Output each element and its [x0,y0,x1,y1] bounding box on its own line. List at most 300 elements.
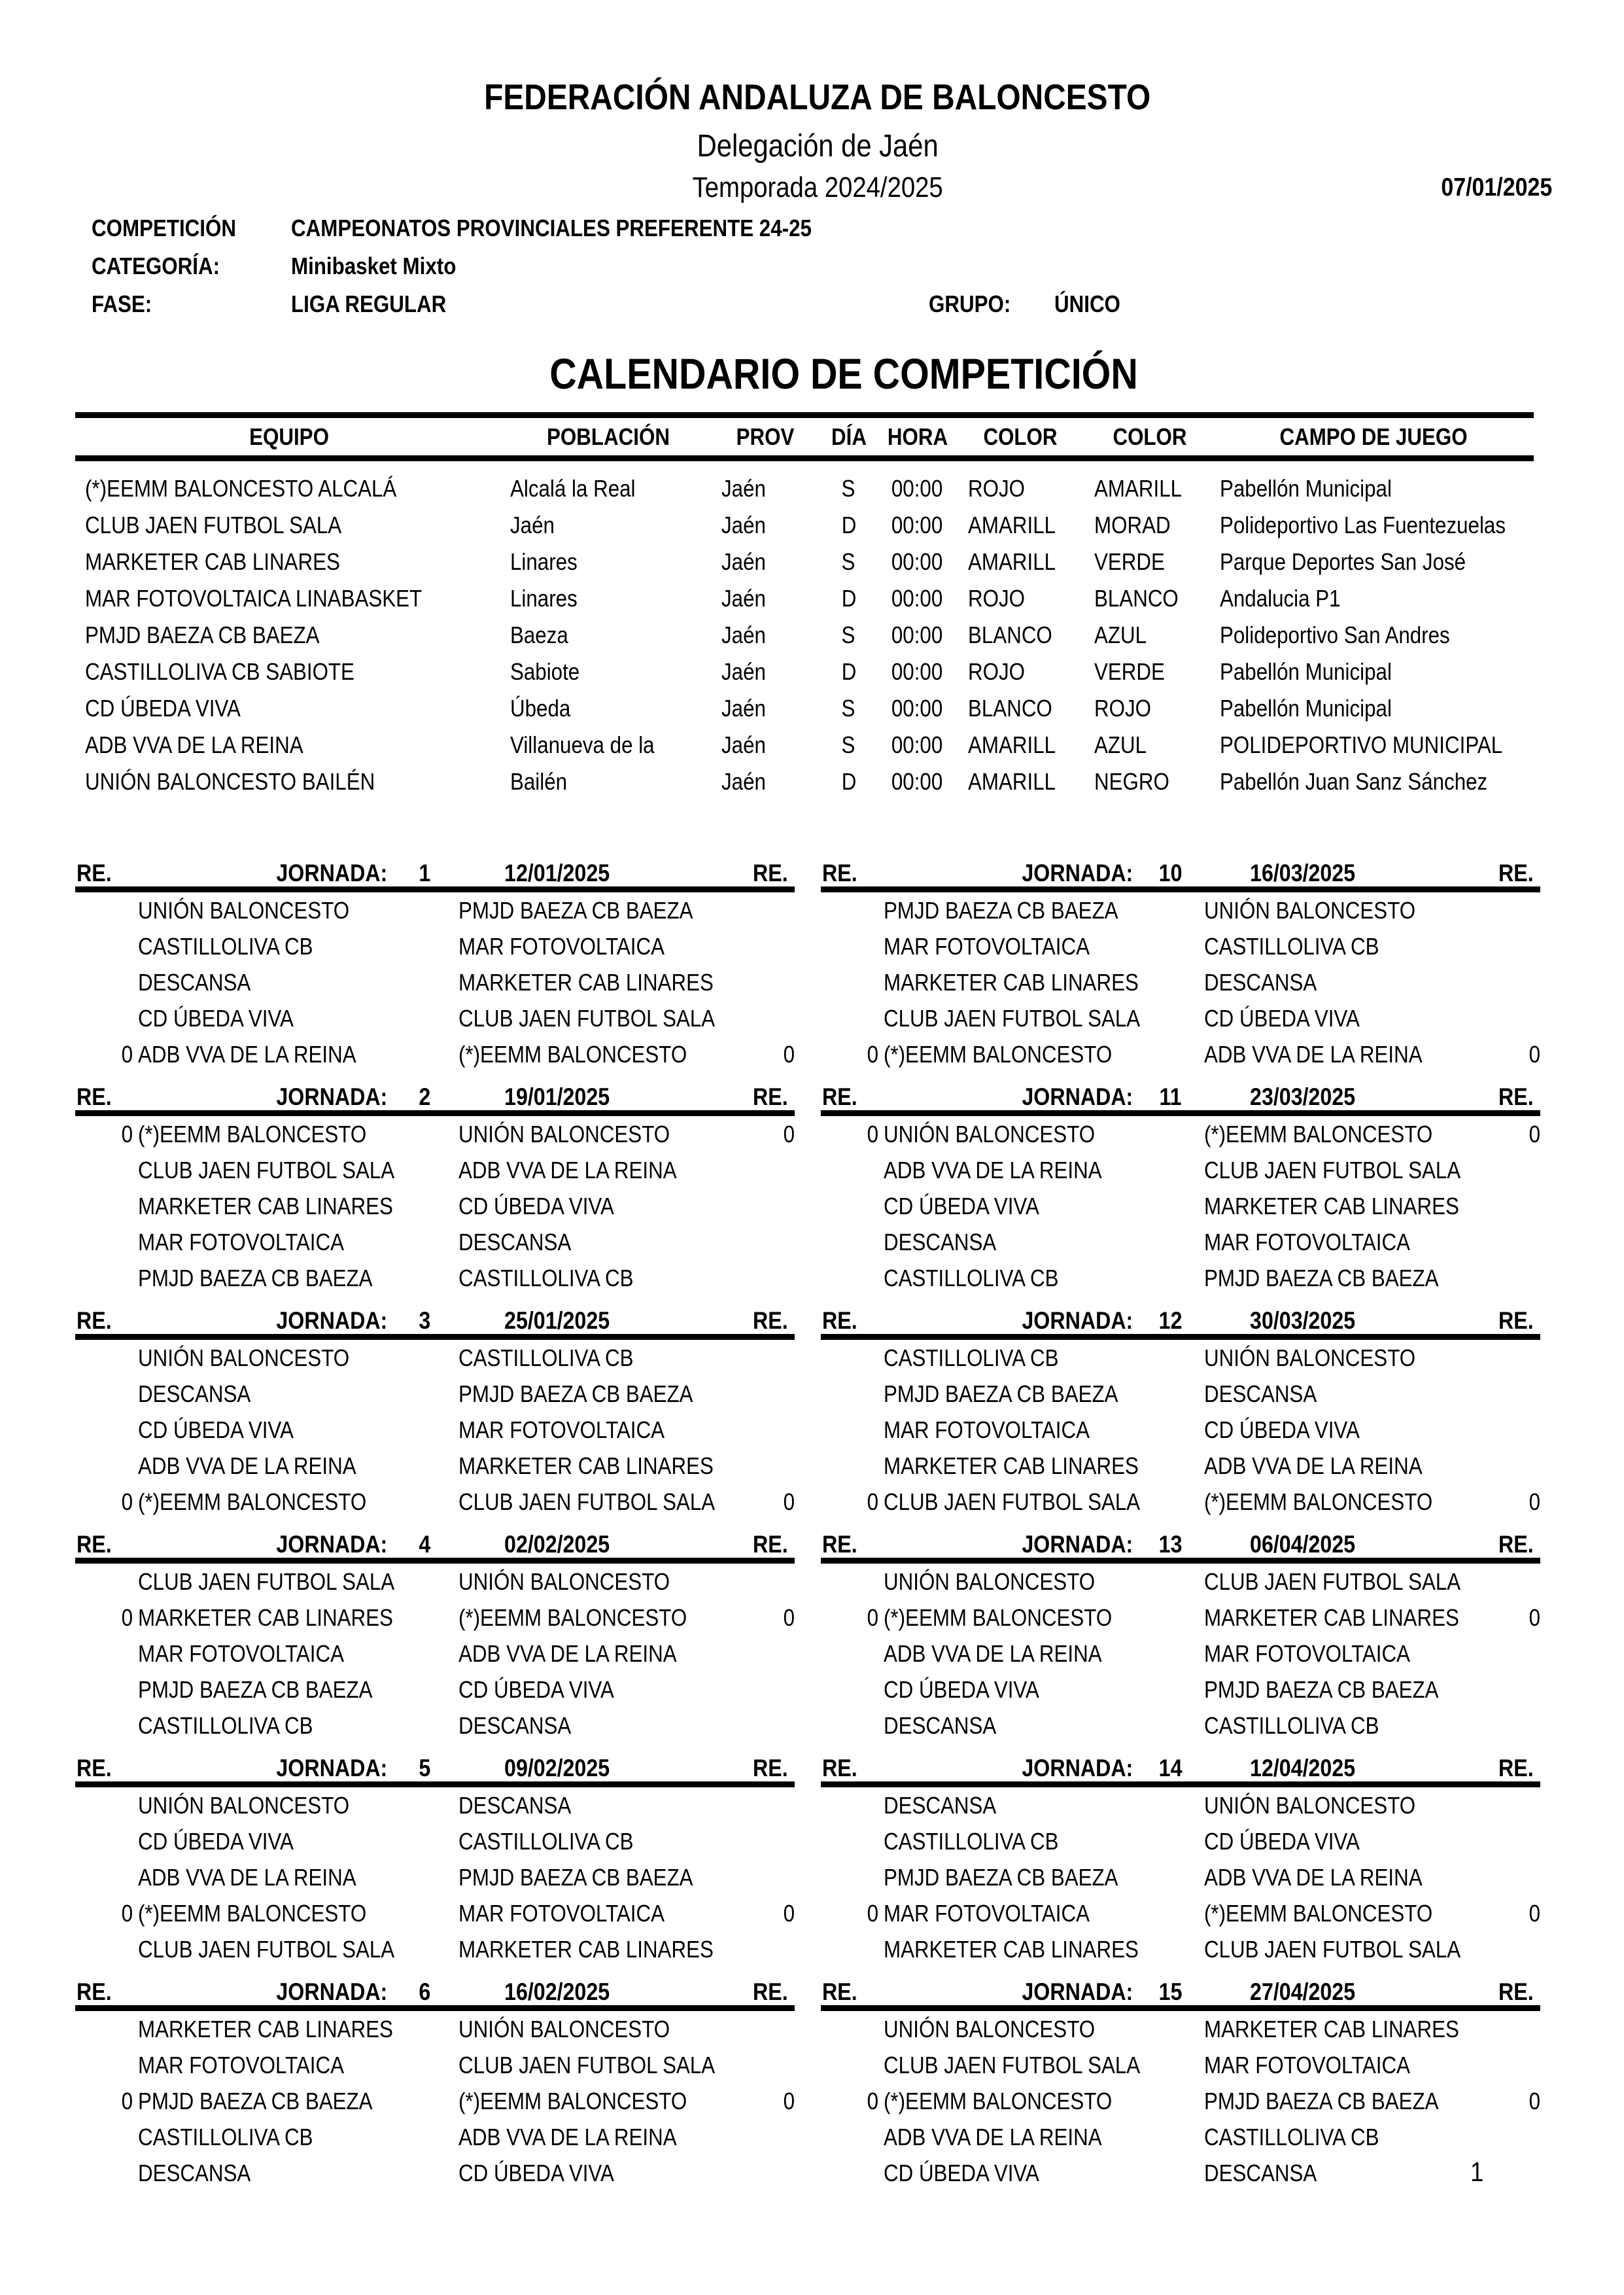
round-label: JORNADA: [1022,1978,1133,2005]
col-header-dia: DÍA [831,423,867,450]
away-team: CD ÚBEDA VIVA [1204,1416,1360,1443]
away-score [734,1193,795,1220]
home-score [821,969,878,996]
home-score [75,1452,133,1480]
round-number: 14 [1158,1755,1183,1781]
match-row [821,1340,1540,1376]
home-score [821,1568,878,1596]
team-province: Jaén [721,658,766,685]
away-score: 0 [783,1899,795,1927]
away-team: (*)EEMM BALONCESTO [458,2087,687,2114]
teams-table-body [75,461,1534,800]
home-team: CLUB JAEN FUTBOL SALA [884,1004,1141,1032]
home-team: MARKETER CAB LINARES [884,1935,1139,1963]
team-venue: Polideportivo Las Fuentezuelas [1220,512,1506,538]
home-score [821,933,878,960]
round-label: JORNADA: [276,1978,387,2005]
match-row [821,1823,1540,1859]
home-team: DESCANSA [138,968,251,996]
match-row [75,2011,795,2047]
match-row [821,1787,1540,1823]
team-city: Bailén [510,768,568,795]
match-row [821,1672,1540,1708]
home-score [75,897,133,924]
team-name: PMJD BAEZA CB BAEZA [85,622,320,648]
home-score [821,1792,878,1819]
match-row [821,1188,1540,1224]
round-matches [821,1340,1540,1520]
home-team: UNIÓN BALONCESTO [884,1120,1096,1148]
team-match-time: 00:00 [891,658,943,685]
match-row [75,2083,795,2119]
round-matches [75,892,795,1072]
home-score [75,1676,133,1704]
round-header [75,1979,795,2011]
round-number: 5 [419,1755,431,1781]
away-score [1480,1792,1540,1819]
team-match-time: 00:00 [891,548,943,575]
home-score [821,2016,878,2043]
away-score [1480,1157,1540,1184]
away-score [1480,1936,1540,1963]
result-column-label-right: RE. [753,1083,788,1110]
away-team: PMJD BAEZA CB BAEZA [458,1863,693,1891]
home-team: (*)EEMM BALONCESTO [138,1120,367,1148]
match-row [821,1708,1540,1743]
team-province: Jaén [721,622,766,648]
home-team: CLUB JAEN FUTBOL SALA [138,1156,395,1183]
document-date-text: 07/01/2025 [1441,173,1552,201]
away-score [734,1936,795,1963]
match-row [75,2155,795,2191]
home-score [75,1792,133,1819]
round-date: 16/02/2025 [504,1978,610,2005]
team-color-first: ROJO [968,475,1026,502]
home-score [75,1568,133,1596]
home-team: MAR FOTOVOLTAICA [138,2051,344,2078]
match-row [821,1564,1540,1600]
round-date: 12/01/2025 [504,860,610,886]
team-match-day: D [841,512,856,538]
home-score: 0 [121,1603,133,1631]
round-matches [821,892,1540,1072]
home-score [75,1344,133,1372]
match-row [75,964,795,1000]
team-color-first: AMARILL [968,768,1056,795]
result-column-label-right: RE. [1498,1755,1534,1781]
match-row [75,1188,795,1224]
team-color-first: AMARILL [968,548,1056,575]
home-team: ADB VVA DE LA REINA [138,1863,356,1891]
round-block [821,860,1540,1084]
away-score: 0 [1529,1899,1540,1927]
away-score [734,969,795,996]
home-team: CASTILLOLIVA CB [138,2123,313,2150]
match-row [821,1260,1540,1296]
competition-row [0,215,1624,249]
home-team: PMJD BAEZA CB BAEZA [884,1380,1118,1407]
col-header-equipo: EQUIPO [249,423,330,450]
team-row [75,654,1534,690]
result-column-label-left: RE. [77,1307,112,1334]
round-number: 10 [1158,860,1183,886]
home-score [821,1676,878,1704]
away-score [734,1792,795,1819]
away-team: CD ÚBEDA VIVA [458,2159,614,2186]
home-score [821,1712,878,1740]
team-venue: POLIDEPORTIVO MUNICIPAL [1220,731,1503,758]
team-match-time: 00:00 [891,585,943,612]
result-column-label-right: RE. [753,1307,788,1334]
home-score [821,1344,878,1372]
home-score [821,1416,878,1444]
away-team: CLUB JAEN FUTBOL SALA [1204,1568,1461,1595]
team-row [75,470,1534,507]
away-team: CASTILLOLIVA CB [458,1344,634,1371]
away-team: CASTILLOLIVA CB [458,1827,634,1855]
away-team: CD ÚBEDA VIVA [458,1675,614,1703]
calendar-title [0,349,1624,398]
team-match-day: S [842,731,855,758]
round-number: 2 [419,1083,431,1110]
away-team: PMJD BAEZA CB BAEZA [1204,2087,1439,2114]
away-team: UNIÓN BALONCESTO [1204,896,1416,924]
team-name: CASTILLOLIVA CB SABIOTE [85,658,354,685]
team-province: Jaén [721,731,766,758]
match-row [821,2083,1540,2119]
round-number: 15 [1158,1978,1183,2005]
home-score [75,1712,133,1740]
home-team: CASTILLOLIVA CB [884,1827,1059,1855]
match-row [75,1708,795,1743]
home-score: 0 [121,1488,133,1515]
home-score: 0 [867,2087,878,2114]
away-team: CLUB JAEN FUTBOL SALA [1204,1935,1461,1963]
team-city: Sabiote [510,658,580,685]
team-city: Jaén [510,512,555,538]
round-matches [75,1116,795,1296]
home-team: CLUB JAEN FUTBOL SALA [138,1935,395,1963]
home-score [821,1157,878,1184]
team-city: Linares [510,585,578,612]
away-score: 0 [783,1040,795,1068]
match-row [821,1224,1540,1260]
team-name: MAR FOTOVOLTAICA LINABASKET [85,585,423,612]
team-row [75,544,1534,580]
team-match-time: 00:00 [891,768,943,795]
team-match-day: D [841,658,856,685]
round-label: JORNADA: [1022,1307,1133,1334]
home-team: PMJD BAEZA CB BAEZA [138,1675,373,1703]
round-label: JORNADA: [1022,1531,1133,1558]
round-header [821,1084,1540,1116]
home-score: 0 [121,1899,133,1927]
home-score [75,1936,133,1963]
round-date: 16/03/2025 [1250,860,1356,886]
team-province: Jaén [721,695,766,722]
home-score: 0 [121,2087,133,2114]
away-team: MAR FOTOVOLTAICA [458,1899,665,1927]
home-score [821,1828,878,1855]
home-team: DESCANSA [884,1791,997,1819]
team-venue: Pabellón Municipal [1220,658,1392,685]
team-province: Jaén [721,548,766,575]
home-team: CD ÚBEDA VIVA [138,1416,294,1443]
match-row [75,1260,795,1296]
team-row [75,617,1534,654]
away-score [734,2124,795,2151]
group-label: GRUPO: [929,290,1011,317]
team-match-day: S [842,548,855,575]
home-team: DESCANSA [884,1228,997,1255]
home-team: DESCANSA [138,2159,251,2186]
round-label: JORNADA: [1022,860,1133,886]
round-label: JORNADA: [1022,1083,1133,1110]
result-column-label-right: RE. [753,860,788,886]
page-number-text: 1 [1470,2156,1484,2187]
home-score [75,1193,133,1220]
away-team: MAR FOTOVOLTAICA [1204,1228,1410,1255]
round-number: 6 [419,1978,431,2005]
away-team: CASTILLOLIVA CB [1204,932,1379,960]
home-score [75,1864,133,1891]
away-score [734,897,795,924]
away-score [1480,1193,1540,1220]
home-score: 0 [121,1040,133,1068]
away-team: UNIÓN BALONCESTO [458,2015,670,2042]
away-score [734,2052,795,2079]
round-header [821,1979,1540,2011]
home-score [75,1265,133,1292]
away-score [734,1712,795,1740]
away-score [1480,1828,1540,1855]
result-column-label-right: RE. [1498,1307,1534,1334]
away-score [1480,1864,1540,1891]
match-row [821,892,1540,928]
match-row [75,2047,795,2083]
home-team: CD ÚBEDA VIVA [138,1827,294,1855]
calendar-title-text: CALENDARIO DE COMPETICIÓN [549,349,1138,398]
home-score: 0 [867,1603,878,1631]
away-team: ADB VVA DE LA REINA [1204,1040,1423,1068]
match-row [75,1672,795,1708]
home-team: CASTILLOLIVA CB [884,1344,1059,1371]
home-team: MARKETER CAB LINARES [884,968,1139,996]
result-column-label-left: RE. [77,1978,112,2005]
away-team: (*)EEMM BALONCESTO [1204,1488,1433,1515]
away-team: (*)EEMM BALONCESTO [458,1040,687,1068]
round-label: JORNADA: [1022,1755,1133,1781]
away-score [734,1380,795,1408]
away-team: UNIÓN BALONCESTO [1204,1344,1416,1371]
round-date: 27/04/2025 [1250,1978,1356,2005]
match-row [75,1448,795,1484]
round-number: 11 [1159,1083,1182,1110]
round-matches [75,1340,795,1520]
away-team: CD ÚBEDA VIVA [1204,1004,1360,1032]
away-team: CD ÚBEDA VIVA [458,1192,614,1219]
match-row [821,928,1540,964]
home-score [75,969,133,996]
round-header [821,1308,1540,1340]
match-row [75,1484,795,1520]
away-score: 0 [783,1488,795,1515]
team-color-first: AMARILL [968,731,1056,758]
team-color-second: VERDE [1094,548,1165,575]
teams-table-header [75,412,1534,461]
round-matches [821,2011,1540,2191]
away-team: DESCANSA [458,1228,572,1255]
match-row [75,1931,795,1967]
team-venue: Parque Deportes San José [1220,548,1466,575]
home-score: 0 [867,1488,878,1515]
match-row [821,2047,1540,2083]
away-team: MAR FOTOVOLTAICA [458,932,665,960]
home-score [821,1380,878,1408]
away-team: (*)EEMM BALONCESTO [1204,1899,1433,1927]
home-score: 0 [867,1040,878,1068]
away-team: CLUB JAEN FUTBOL SALA [1204,1156,1461,1183]
away-team: ADB VVA DE LA REINA [458,1639,677,1667]
team-match-day: S [842,622,855,648]
away-team: MARKETER CAB LINARES [1204,1603,1459,1631]
away-score: 0 [1529,2087,1540,2114]
match-row [821,2119,1540,2155]
team-row [75,763,1534,800]
team-row [75,507,1534,544]
away-score [1480,1005,1540,1032]
season-line [0,171,1624,204]
away-score [1480,1452,1540,1480]
page-number [1470,2156,1485,2188]
round-label: JORNADA: [276,1531,387,1558]
away-score [734,1452,795,1480]
team-color-first: ROJO [968,585,1026,612]
round-matches [821,1116,1540,1296]
away-score [1480,1568,1540,1596]
team-color-first: BLANCO [968,622,1052,648]
away-team: PMJD BAEZA CB BAEZA [458,896,693,924]
team-color-second: AMARILL [1094,475,1183,502]
match-row [75,1340,795,1376]
col-header-campo: CAMPO DE JUEGO [1279,423,1468,450]
round-matches [75,1564,795,1743]
away-score [734,1157,795,1184]
team-color-first: AMARILL [968,512,1056,538]
home-score [821,2052,878,2079]
away-score [1480,1344,1540,1372]
result-column-label-right: RE. [1498,1083,1534,1110]
match-row [75,1895,795,1931]
away-score [734,1005,795,1032]
result-column-label-left: RE. [77,1755,112,1781]
home-team: CLUB JAEN FUTBOL SALA [138,1568,395,1595]
delegation-subtitle [0,128,1624,164]
away-team: DESCANSA [1204,2159,1317,2186]
team-name: CD ÚBEDA VIVA [85,695,241,722]
home-team: UNIÓN BALONCESTO [884,2015,1096,2042]
result-column-label-left: RE. [822,1307,857,1334]
team-city: Baeza [510,622,568,648]
match-row [75,1000,795,1036]
home-team: CLUB JAEN FUTBOL SALA [884,2051,1141,2078]
away-score [734,2016,795,2043]
home-team: PMJD BAEZA CB BAEZA [138,2087,373,2114]
match-row [821,1036,1540,1072]
team-province: Jaén [721,585,766,612]
away-team: UNIÓN BALONCESTO [458,1568,670,1595]
away-team: CD ÚBEDA VIVA [1204,1827,1360,1855]
category-label: CATEGORÍA: [92,253,220,279]
match-row [821,1376,1540,1412]
result-column-label-right: RE. [1498,1978,1534,2005]
round-number: 3 [419,1307,431,1334]
home-team: ADB VVA DE LA REINA [138,1452,356,1479]
round-header [75,1532,795,1564]
home-score [75,1229,133,1256]
home-score [821,2160,878,2187]
category-row [0,253,1624,287]
team-color-second: MORAD [1094,512,1171,538]
away-team: UNIÓN BALONCESTO [458,1120,670,1148]
team-match-day: S [842,475,855,502]
away-team: CASTILLOLIVA CB [1204,2123,1379,2150]
away-team: MAR FOTOVOLTAICA [458,1416,665,1443]
away-team: ADB VVA DE LA REINA [458,1156,677,1183]
home-team: ADB VVA DE LA REINA [884,1156,1102,1183]
home-team: (*)EEMM BALONCESTO [884,2087,1113,2114]
col-header-prov: PROV [736,423,795,450]
round-block [821,1084,1540,1308]
away-score: 0 [1529,1603,1540,1631]
team-match-time: 00:00 [891,475,943,502]
home-team: DESCANSA [884,1711,997,1739]
away-score [734,1229,795,1256]
away-team: MAR FOTOVOLTAICA [1204,2051,1410,2078]
home-score: 0 [121,1120,133,1148]
home-score [75,933,133,960]
round-label: JORNADA: [276,1307,387,1334]
team-venue: Pabellón Juan Sanz Sánchez [1220,768,1488,795]
match-row [75,1787,795,1823]
rounds-grid [75,860,1540,2203]
home-score [75,2124,133,2151]
away-score [1480,2160,1540,2187]
match-row [821,1895,1540,1931]
round-number: 4 [419,1531,431,1558]
away-team: DESCANSA [458,1711,572,1739]
round-date: 23/03/2025 [1250,1083,1356,1110]
team-match-day: D [841,768,856,795]
away-score [734,1864,795,1891]
round-block [821,1308,1540,1532]
away-score [1480,1712,1540,1740]
match-row [821,1859,1540,1895]
home-team: CD ÚBEDA VIVA [884,2159,1039,2186]
team-color-second: AZUL [1094,622,1147,648]
round-header [75,1755,795,1787]
team-venue: Andalucia P1 [1220,585,1341,612]
home-score [821,1005,878,1032]
match-row [75,1636,795,1672]
match-row [821,1412,1540,1448]
home-score [75,2016,133,2043]
round-block [75,1979,795,2203]
away-score [1480,1265,1540,1292]
away-team: UNIÓN BALONCESTO [1204,1791,1416,1819]
away-team: MARKETER CAB LINARES [1204,2015,1459,2042]
round-header [821,1532,1540,1564]
